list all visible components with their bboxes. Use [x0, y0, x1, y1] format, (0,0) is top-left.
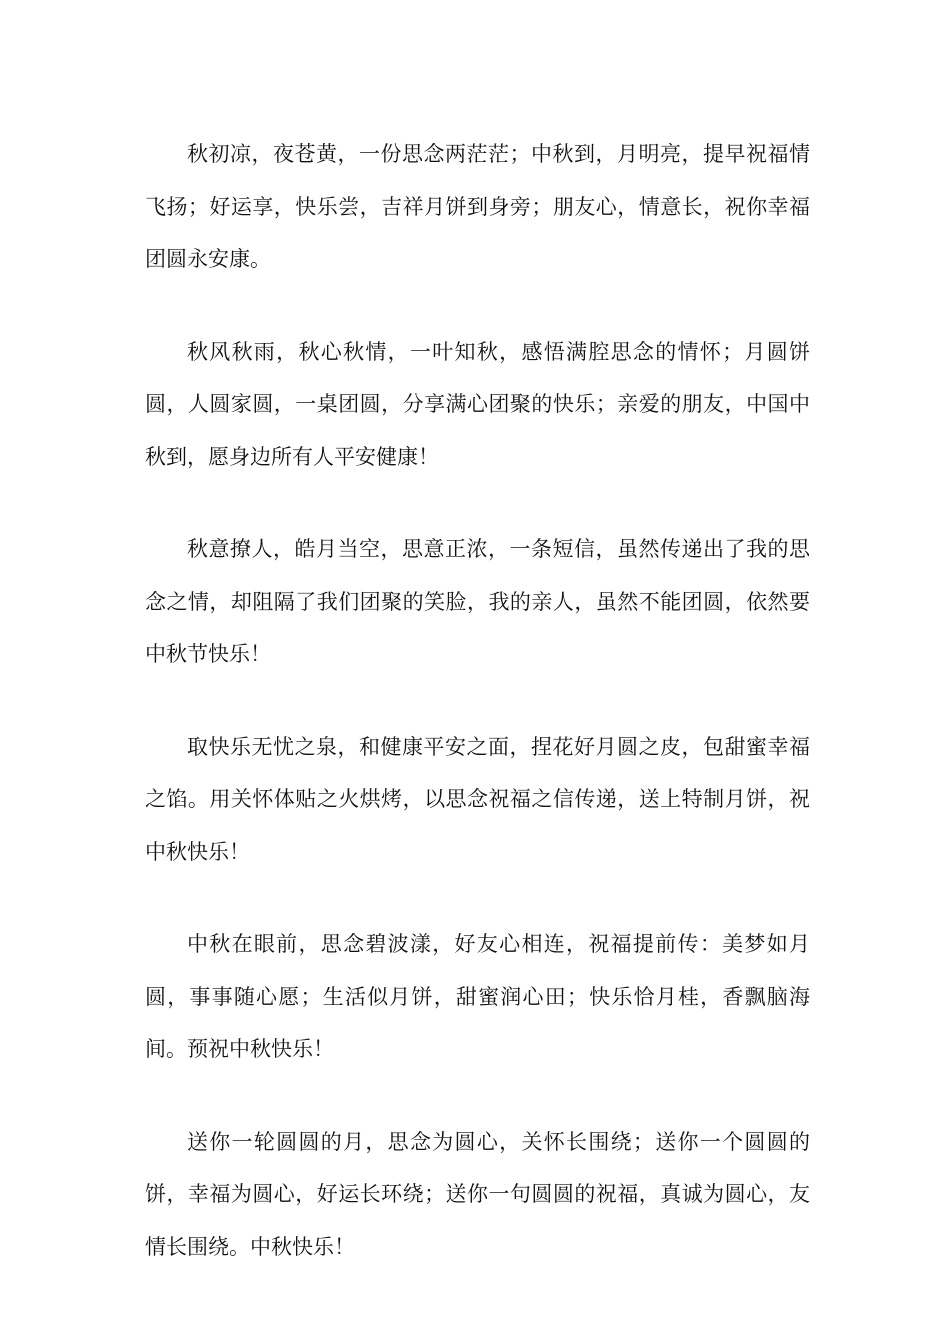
- document-body: [145, 128, 810, 1313]
- paragraph-6: 送你一轮圆圆的月，思念为圆心，关怀长围绕；送你一个圆圆的饼，幸福为圆心，好运长环绕；送你一句圆圆的祝福，真诚为圆心，友情长围绕。中秋快乐！: [145, 1129, 810, 1259]
- paragraph-3: 秋意撩人，皓月当空，思意正浓，一条短信，虽然传递出了我的思念之情，却阻隔了我们团聚的笑脸，我的亲人，虽然不能团圆，依然要中秋节快乐！: [145, 537, 810, 666]
- paragraph-2: 秋风秋雨，秋心秋情，一叶知秋，感悟满腔思念的情怀；月圆饼圆，人圆家圆，一桌团圆，分享满心团聚的快乐；亲爱的朋友，中国中秋到，愿身边所有人平安健康！: [145, 339, 810, 469]
- paragraph-5: 中秋在眼前，思念碧波漾，好友心相连，祝福提前传：美梦如月圆，事事随心愿；生活似月饼，甜蜜润心田；快乐恰月桂，香飘脑海间。预祝中秋快乐！: [145, 932, 810, 1061]
- paragraph-4: 取快乐无忧之泉，和健康平安之面，捏花好月圆之皮，包甜蜜幸福之馅。用关怀体贴之火烘烤，以思念祝福之信传递，送上特制月饼，祝中秋快乐！: [145, 734, 810, 864]
- paragraph-1: 秋初凉，夜苍黄，一份思念两茫茫；中秋到，月明亮，提早祝福情飞扬；好运享，快乐尝，吉祥月饼到身旁；朋友心，情意长，祝你幸福团圆永安康。: [145, 142, 810, 271]
